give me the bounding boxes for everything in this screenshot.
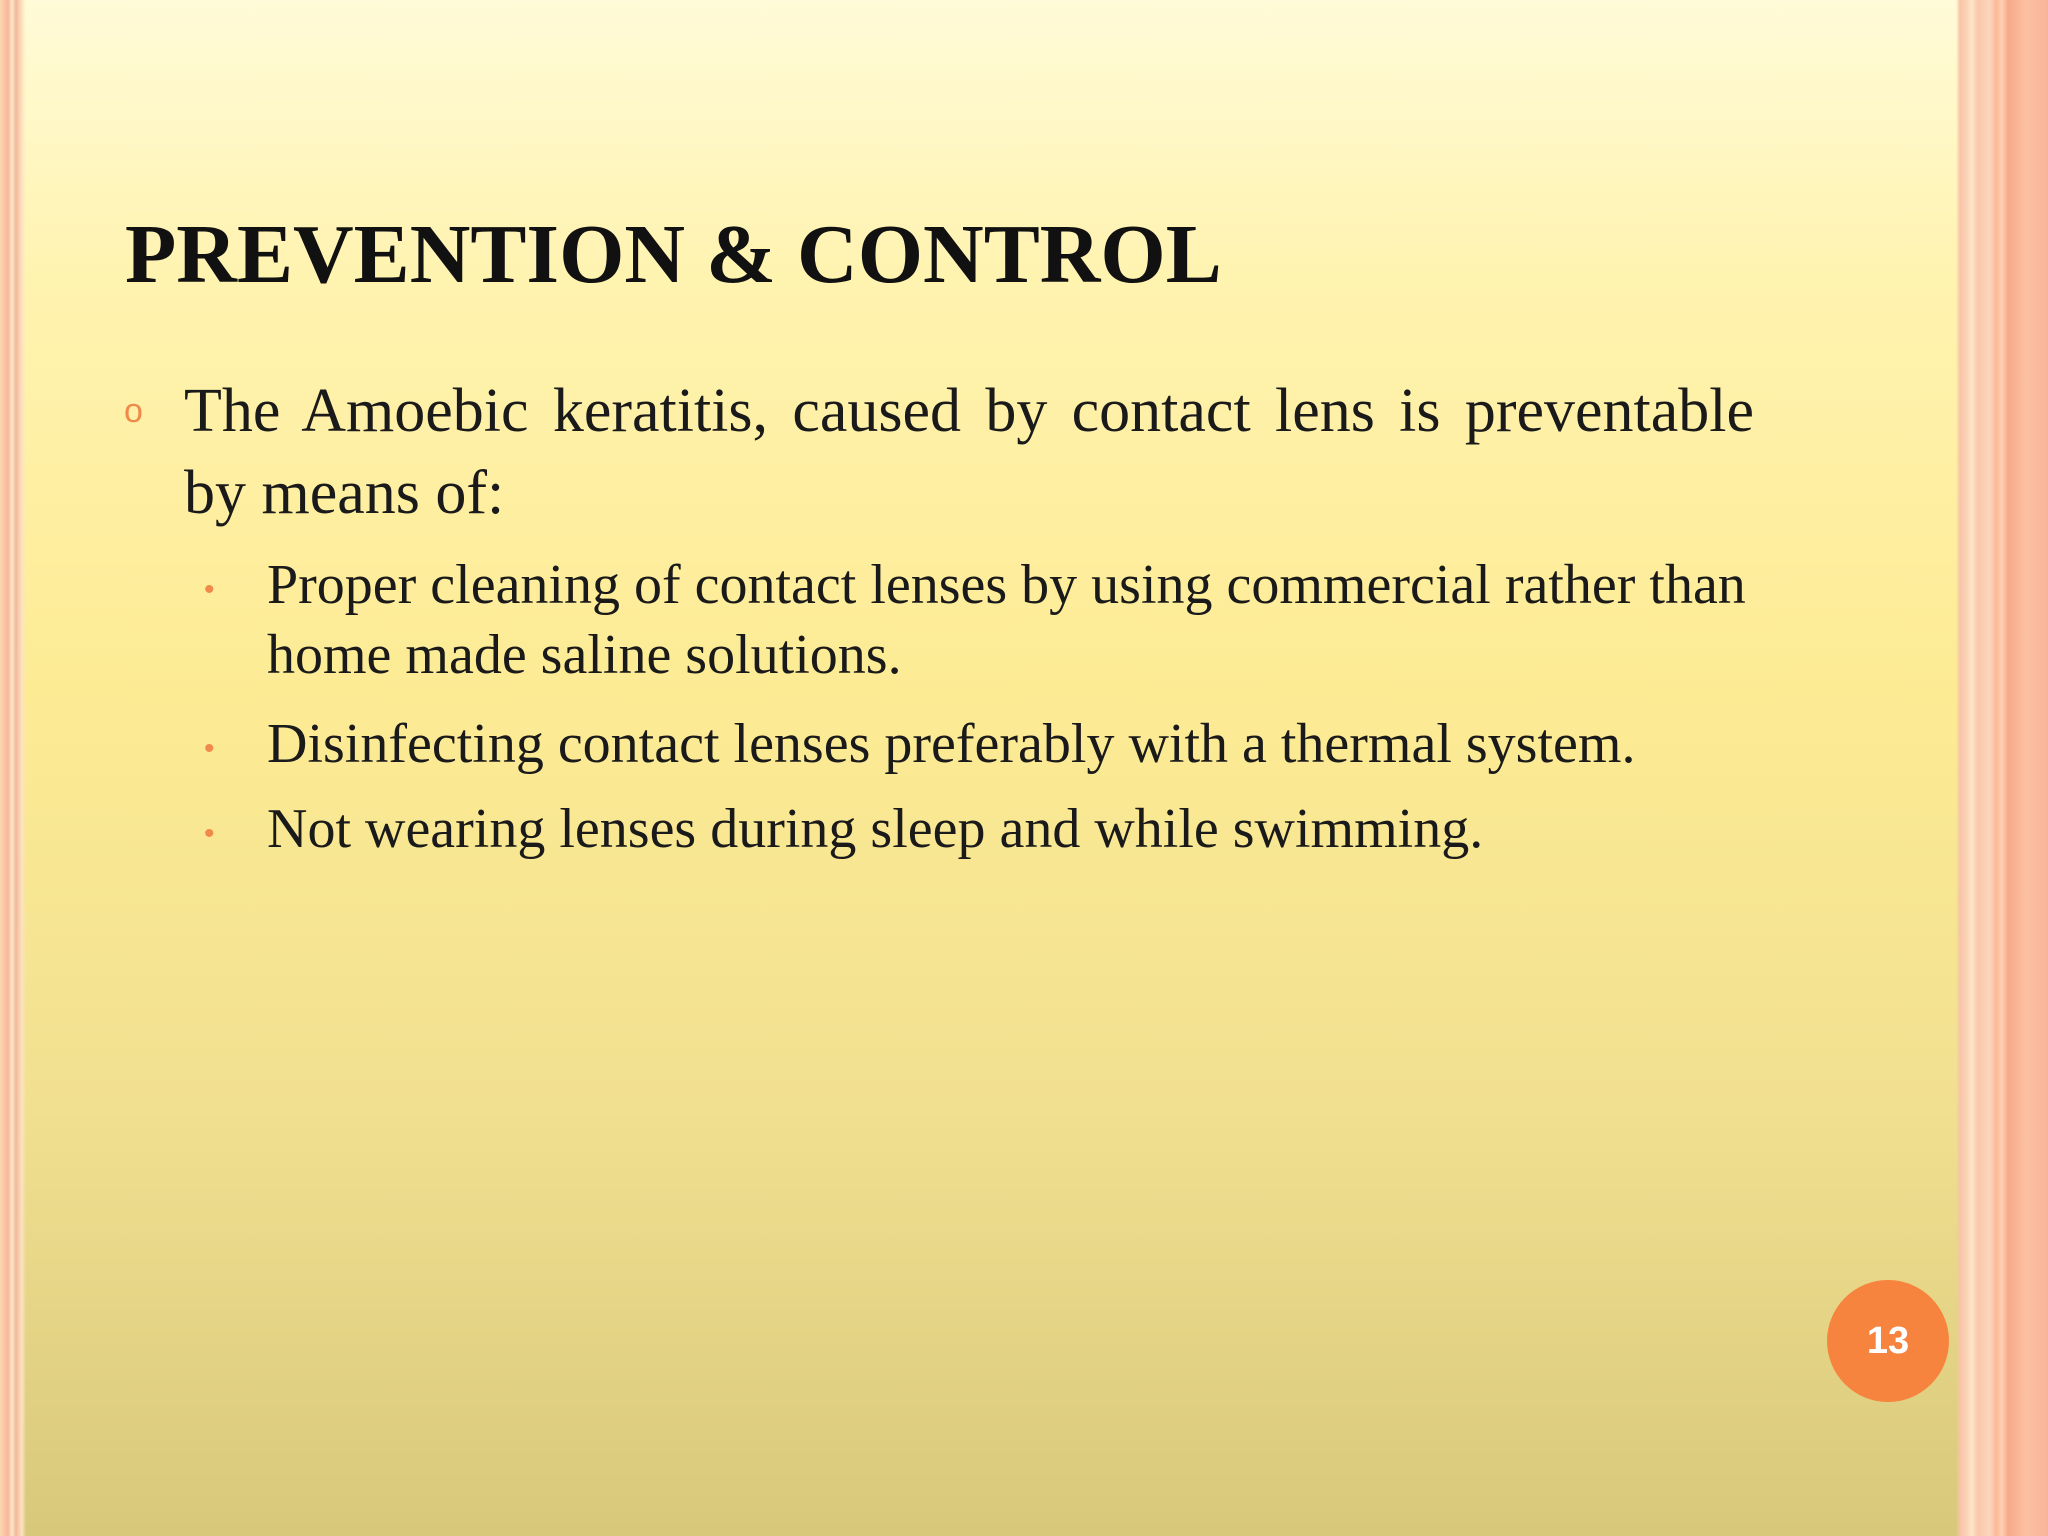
circle-bullet-icon: o [124, 392, 143, 430]
level2-bullet-text: Not wearing lenses during sleep and while swimming. [267, 798, 1484, 860]
dot-bullet-icon: • [204, 732, 215, 765]
right-decorative-border [1956, 0, 2048, 1536]
dot-bullet-icon: • [204, 573, 215, 606]
page-number-badge: 13 [1827, 1280, 1949, 1402]
level2-bullet-text: Proper cleaning of contact lenses by using commercial rather than home made saline solutions. [267, 554, 1746, 686]
left-decorative-border [0, 0, 26, 1536]
level2-bullet-text: Disinfecting contact lenses preferably with a thermal system. [267, 713, 1636, 775]
dot-bullet-icon: • [204, 817, 215, 850]
slide-title: PREVENTION & CONTROL [125, 208, 1222, 301]
level1-bullet-text: The Amoebic keratitis, caused by contact lens is preventable by means of: [184, 377, 1754, 527]
